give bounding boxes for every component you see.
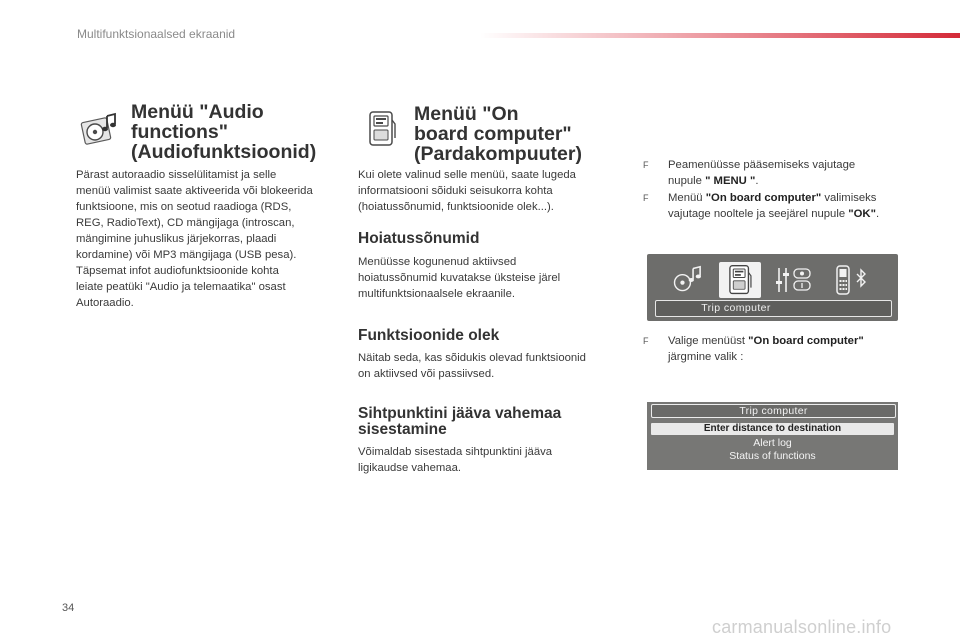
trip-computer-screen <box>647 402 898 470</box>
settings-sliders-icon <box>774 265 814 295</box>
bullet-marker: F <box>643 193 649 203</box>
trip-computer-title: Trip computer <box>739 405 808 417</box>
header-title: Multifunktsionaalsed ekraanid <box>77 27 236 41</box>
menu-item-enter-distance[interactable]: Enter distance to destination <box>703 423 842 434</box>
menu-tile-telephone[interactable] <box>832 262 874 298</box>
telephone-bluetooth-icon <box>833 264 873 296</box>
function-status-heading: Funktsioonide olek <box>358 327 500 344</box>
fuel-pump-computer-icon <box>367 110 397 153</box>
bullet-marker: F <box>643 336 649 346</box>
trip-computer-title-bar <box>651 404 896 418</box>
distance-entry-heading: Sihtpunktini jääva vahemaa sisestamine <box>358 405 562 438</box>
menu-selection-label-box <box>655 300 892 317</box>
page-number: 34 <box>62 602 75 614</box>
menu-tile-settings[interactable] <box>773 262 815 298</box>
menu-tile-trip-computer[interactable] <box>719 262 761 298</box>
menu-item-alert-log[interactable]: Alert log <box>753 437 792 449</box>
on-board-computer-title: Menüü "On board computer" (Pardakompuuter) <box>414 103 582 165</box>
audio-cd-note-icon <box>80 112 118 151</box>
header-accent-bar <box>480 33 960 38</box>
warning-messages-body: Menüüsse kogunenud aktiivsed hoiatussõnumid kuvatakse üksteise järel multifunktsionaalsele ekraanile. <box>358 256 561 300</box>
watermark: carmanualsonline.info <box>712 617 892 637</box>
instruction-select-on-board-computer: F Menüü "On board computer" valimiseks vajutage nooltele ja seejärel nupule "OK". <box>643 192 880 220</box>
trip-computer-icon <box>727 264 753 296</box>
instruction-menu-button: F Peamenüüsse pääsemiseks vajutage nupule " MENU ". <box>643 159 856 187</box>
warning-messages-heading: Hoiatussõnumid <box>358 230 480 247</box>
audio-functions-body: Pärast autoraadio sisselülitamist ja selle menüü valimist saate aktiveerida või blokeerida funktsioone, mis on seotud raadioga (RDS, REG, RadioText), CD mängijaga (introscan, mängimine juhuslikus järjekorras, plaadi kordamine) või MP3 mängijaga (USB pesa). Täpsemat infot audiofunktsioonide kohta leiate peatüki "Audio ja telemaatika" osast Autoraadio. <box>76 169 313 309</box>
main-menu-screen <box>647 254 898 321</box>
function-status-body: Näitab seda, kas sõidukis olevad funktsioonid on aktiivsed või passiivsed. <box>358 352 586 380</box>
audio-functions-title: Menüü "Audio functions" (Audiofunktsioonid) <box>131 101 317 163</box>
menu-tile-audio[interactable] <box>665 262 707 298</box>
menu-item-status-of-functions[interactable]: Status of functions <box>729 450 816 462</box>
distance-entry-body: Võimaldab sisestada sihtpunktini jääva ligikaudse vahemaa. <box>358 446 553 474</box>
bullet-marker: F <box>643 160 649 170</box>
on-board-computer-intro: Kui olete valinud selle menüü, saate lugeda informatsiooni sõiduki seisukorra kohta (hoiatussõnumid, funktsioonide olek...). <box>358 169 576 213</box>
menu-selection-label: Trip computer <box>701 302 771 314</box>
instruction-choose-option: F Valige menüüst "On board computer" järgmine valik : <box>643 335 864 363</box>
audio-cd-note-icon <box>669 265 703 295</box>
